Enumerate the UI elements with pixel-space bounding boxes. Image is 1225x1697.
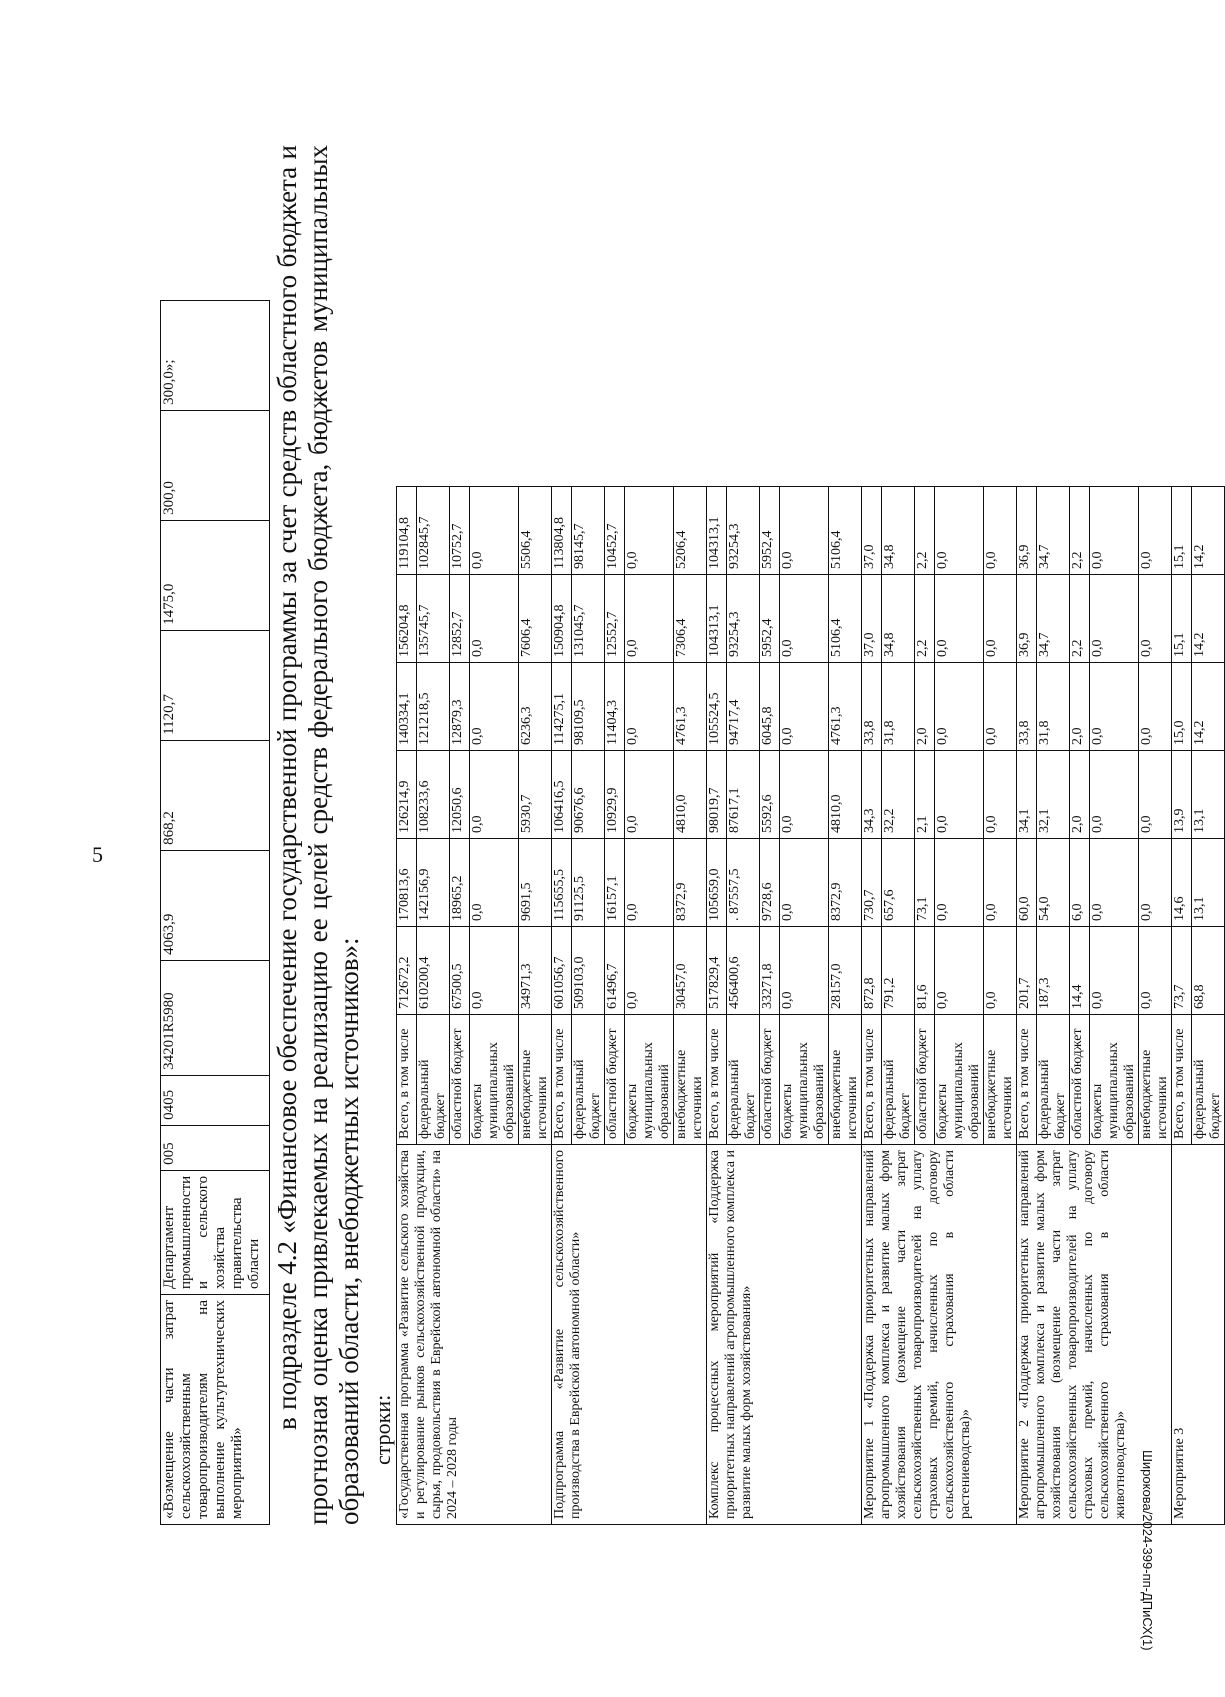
amount-cell: 5506,4 bbox=[519, 487, 552, 575]
amount-cell: 0,0 bbox=[984, 487, 1017, 575]
amendment-paragraph: в подразделе 4.2 «Финансовое обеспечение государственной программы за счет средств областного бюджета и прогнозная оценка привлекаемых на реализацию ее целей средств федерального бюджета, бюджетов муниципальных образований области, внебюджетных источников»: bbox=[272, 145, 364, 1525]
amount-cell: 94717,4 bbox=[727, 663, 760, 751]
amount-cell: 5206,4 bbox=[674, 487, 707, 575]
csr-code: 34201R5980 bbox=[161, 960, 270, 1075]
amount-cell: 104313,1 bbox=[707, 487, 727, 575]
amount-cell: 105524,5 bbox=[707, 663, 727, 751]
amount-cell: 791,2 bbox=[882, 927, 915, 1015]
amount-cell: 5952,4 bbox=[760, 487, 780, 575]
amount-cell: 150904,8 bbox=[552, 575, 572, 663]
value-cell: 1120,7 bbox=[161, 630, 270, 740]
amount-cell: 0,0 bbox=[780, 575, 829, 663]
amount-cell: 87617,1 bbox=[727, 751, 760, 839]
amount-cell: 0,0 bbox=[1090, 839, 1139, 927]
amount-cell: 2,0 bbox=[1070, 751, 1090, 839]
measure-name: «Возмещение части затрат сельскохозяйственным товаропроизводителям на выполнение культуртехнических мероприятий» bbox=[161, 1295, 270, 1525]
amount-cell: 12552,7 bbox=[605, 575, 625, 663]
amount-cell: 0,0 bbox=[625, 839, 674, 927]
amount-cell: 30457,0 bbox=[674, 927, 707, 1015]
top-row-table bbox=[160, 300, 270, 1525]
amount-cell: 0,0 bbox=[780, 927, 829, 1015]
value-cell: 1475,0 bbox=[161, 520, 270, 630]
amount-cell: 34,8 bbox=[882, 487, 915, 575]
amount-cell: 8372,9 bbox=[829, 839, 862, 927]
amount-cell: 34,8 bbox=[882, 575, 915, 663]
amount-cell: 7306,4 bbox=[674, 575, 707, 663]
funding-source: бюджеты муниципальных образований bbox=[1090, 1015, 1139, 1145]
amount-cell: 0,0 bbox=[1139, 927, 1172, 1015]
amount-cell: 0,0 bbox=[935, 663, 984, 751]
amount-cell: 32,1 bbox=[1037, 751, 1070, 839]
amount-cell: 12879,3 bbox=[450, 663, 470, 751]
amount-cell: 67500,5 bbox=[450, 927, 470, 1015]
amount-cell: 5592,6 bbox=[760, 751, 780, 839]
amount-cell: 601056,7 bbox=[552, 927, 572, 1015]
funding-source: бюджеты муниципальных образований bbox=[935, 1015, 984, 1145]
amount-cell: 102845,7 bbox=[417, 487, 450, 575]
amount-cell: 0,0 bbox=[935, 839, 984, 927]
amount-cell: 5952,4 bbox=[760, 575, 780, 663]
amount-cell: 156204,8 bbox=[397, 575, 417, 663]
amount-cell: 4810,0 bbox=[674, 751, 707, 839]
amount-cell: 0,0 bbox=[780, 487, 829, 575]
amount-cell: 32,2 bbox=[882, 751, 915, 839]
footer-document-code: Широкова/2024-399-пп-ДПиСХ(1) bbox=[1140, 1450, 1155, 1651]
amount-cell: 5930,7 bbox=[519, 751, 552, 839]
funding-source: федеральный бюджет bbox=[417, 1015, 450, 1145]
amount-cell: 15,0 bbox=[1172, 663, 1192, 751]
amount-cell: 90676,6 bbox=[572, 751, 605, 839]
amount-cell: 73,1 bbox=[915, 839, 935, 927]
funding-source: Всего, в том числе bbox=[397, 1015, 417, 1145]
amount-cell: 0,0 bbox=[1090, 663, 1139, 751]
amount-cell: 13,9 bbox=[1172, 751, 1192, 839]
amount-cell: 37,0 bbox=[862, 487, 882, 575]
top-row bbox=[161, 300, 270, 1524]
amount-cell: 2,0 bbox=[1070, 663, 1090, 751]
amount-cell: 34,7 bbox=[1037, 575, 1070, 663]
funding-source: бюджеты муниципальных образований bbox=[780, 1015, 829, 1145]
funding-source: федеральный бюджет bbox=[727, 1015, 760, 1145]
amount-cell: 0,0 bbox=[1139, 663, 1172, 751]
amount-cell: 0,0 bbox=[935, 487, 984, 575]
amount-cell: 6236,3 bbox=[519, 663, 552, 751]
funding-source: Всего, в том числе bbox=[1017, 1015, 1037, 1145]
funding-source: федеральный бюджет bbox=[1037, 1015, 1070, 1145]
table-row bbox=[1172, 487, 1192, 1525]
amount-cell: 0,0 bbox=[470, 751, 519, 839]
amount-cell: 13,1 bbox=[1192, 839, 1225, 927]
page-number: 5 bbox=[92, 842, 103, 867]
amount-cell: 113804,8 bbox=[552, 487, 572, 575]
rzpr-code: 0405 bbox=[161, 1075, 270, 1125]
amount-cell: 0,0 bbox=[780, 663, 829, 751]
amount-cell: 36,9 bbox=[1017, 487, 1037, 575]
amount-cell: 509103,0 bbox=[572, 927, 605, 1015]
amount-cell: 0,0 bbox=[935, 927, 984, 1015]
amount-cell: 14,2 bbox=[1192, 575, 1225, 663]
amount-cell: 0,0 bbox=[935, 751, 984, 839]
amount-cell: 14,2 bbox=[1192, 487, 1225, 575]
amount-cell: 37,0 bbox=[862, 575, 882, 663]
amount-cell: 2,0 bbox=[915, 663, 935, 751]
amount-cell: 61496,7 bbox=[605, 927, 625, 1015]
amount-cell: 0,0 bbox=[625, 927, 674, 1015]
funding-source: областной бюджет bbox=[605, 1015, 625, 1145]
amount-cell: 0,0 bbox=[935, 575, 984, 663]
amount-cell: 81,6 bbox=[915, 927, 935, 1015]
amount-cell: 98145,7 bbox=[572, 487, 605, 575]
amount-cell: 98019,7 bbox=[707, 751, 727, 839]
funding-source: внебюджетные источники bbox=[984, 1015, 1017, 1145]
amount-cell: 0,0 bbox=[780, 751, 829, 839]
amount-cell: 140334,1 bbox=[397, 663, 417, 751]
amount-cell: 115655,5 bbox=[552, 839, 572, 927]
amount-cell: 142156,9 bbox=[417, 839, 450, 927]
amount-cell: 0,0 bbox=[625, 575, 674, 663]
program-item-name: Подпрограмма «Развитие сельскохозяйственного производства в Еврейской автономной области» bbox=[552, 1145, 707, 1525]
funding-source: бюджеты муниципальных образований bbox=[470, 1015, 519, 1145]
executor-name: Департамент промышленности и сельского хозяйства правительства области bbox=[161, 1170, 270, 1294]
amount-cell: . 87557,5 bbox=[727, 839, 760, 927]
amount-cell: 114275,1 bbox=[552, 663, 572, 751]
amount-cell: 872,8 bbox=[862, 927, 882, 1015]
amount-cell: 34,7 bbox=[1037, 487, 1070, 575]
amount-cell: 105659,0 bbox=[707, 839, 727, 927]
amount-cell: 15,1 bbox=[1172, 487, 1192, 575]
amount-cell: 0,0 bbox=[984, 927, 1017, 1015]
amount-cell: 98109,5 bbox=[572, 663, 605, 751]
amount-cell: 0,0 bbox=[984, 839, 1017, 927]
amount-cell: 16157,1 bbox=[605, 839, 625, 927]
funding-source: областной бюджет bbox=[915, 1015, 935, 1145]
amount-cell: 7606,4 bbox=[519, 575, 552, 663]
amount-cell: 517829,4 bbox=[707, 927, 727, 1015]
amount-cell: 712672,2 bbox=[397, 927, 417, 1015]
table-row bbox=[552, 487, 572, 1525]
funding-source: федеральный бюджет bbox=[1192, 1015, 1225, 1145]
amount-cell: 36,9 bbox=[1017, 575, 1037, 663]
funding-source: Всего, в том числе bbox=[707, 1015, 727, 1145]
amount-cell: 2,2 bbox=[1070, 487, 1090, 575]
funding-source: Всего, в том числе bbox=[552, 1015, 572, 1145]
funding-source: областной бюджет bbox=[1070, 1015, 1090, 1145]
amount-cell: 106416,5 bbox=[552, 751, 572, 839]
amount-cell: 0,0 bbox=[470, 575, 519, 663]
amount-cell: 13,1 bbox=[1192, 751, 1225, 839]
amount-cell: 0,0 bbox=[625, 487, 674, 575]
amount-cell: 0,0 bbox=[1090, 751, 1139, 839]
value-cell: 300,0»; bbox=[161, 300, 270, 410]
amount-cell: 0,0 bbox=[470, 839, 519, 927]
amount-cell: 2,2 bbox=[1070, 575, 1090, 663]
value-cell: 4063,9 bbox=[161, 850, 270, 960]
amount-cell: 0,0 bbox=[470, 663, 519, 751]
funding-source: областной бюджет bbox=[450, 1015, 470, 1145]
amount-cell: 0,0 bbox=[1090, 927, 1139, 1015]
amount-cell: 34971,3 bbox=[519, 927, 552, 1015]
amount-cell: 4761,3 bbox=[829, 663, 862, 751]
amount-cell: 31,8 bbox=[882, 663, 915, 751]
amount-cell: 73,7 bbox=[1172, 927, 1192, 1015]
value-cell: 300,0 bbox=[161, 410, 270, 520]
amount-cell: 0,0 bbox=[984, 663, 1017, 751]
amount-cell: 14,2 bbox=[1192, 663, 1225, 751]
amount-cell: 170813,6 bbox=[397, 839, 417, 927]
table-row bbox=[1017, 487, 1037, 1525]
amount-cell: 93254,3 bbox=[727, 487, 760, 575]
table-row bbox=[707, 487, 727, 1525]
amount-cell: 91125,5 bbox=[572, 839, 605, 927]
amount-cell: 31,8 bbox=[1037, 663, 1070, 751]
amount-cell: 0,0 bbox=[470, 487, 519, 575]
financing-table bbox=[396, 486, 1225, 1525]
table-row bbox=[862, 487, 882, 1525]
amount-cell: 10752,7 bbox=[450, 487, 470, 575]
amount-cell: 2,1 bbox=[915, 751, 935, 839]
amount-cell: 0,0 bbox=[984, 751, 1017, 839]
funding-source: внебюджетные источники bbox=[519, 1015, 552, 1145]
amount-cell: 33,8 bbox=[1017, 663, 1037, 751]
rotated-content bbox=[160, 125, 1223, 1525]
rows-label: строки: bbox=[370, 1394, 395, 1465]
amount-cell: 0,0 bbox=[470, 927, 519, 1015]
grbs-code: 005 bbox=[161, 1125, 270, 1170]
program-item-name: Мероприятие 3 bbox=[1172, 1145, 1225, 1525]
amount-cell: 0,0 bbox=[625, 751, 674, 839]
amount-cell: 6045,8 bbox=[760, 663, 780, 751]
amount-cell: 33271,8 bbox=[760, 927, 780, 1015]
amount-cell: 93254,3 bbox=[727, 575, 760, 663]
amount-cell: 9691,5 bbox=[519, 839, 552, 927]
amount-cell: 0,0 bbox=[1090, 487, 1139, 575]
amount-cell: 68,8 bbox=[1192, 927, 1225, 1015]
amount-cell: 34,3 bbox=[862, 751, 882, 839]
amount-cell: 119104,8 bbox=[397, 487, 417, 575]
amount-cell: 9728,6 bbox=[760, 839, 780, 927]
amount-cell: 10452,7 bbox=[605, 487, 625, 575]
amount-cell: 54,0 bbox=[1037, 839, 1070, 927]
amount-cell: 18965,2 bbox=[450, 839, 470, 927]
amount-cell: 28157,0 bbox=[829, 927, 862, 1015]
amount-cell: 456400,6 bbox=[727, 927, 760, 1015]
amount-cell: 730,7 bbox=[862, 839, 882, 927]
funding-source: внебюджетные источники bbox=[829, 1015, 862, 1145]
amount-cell: 135745,7 bbox=[417, 575, 450, 663]
amount-cell: 14,6 bbox=[1172, 839, 1192, 927]
amount-cell: 187,3 bbox=[1037, 927, 1070, 1015]
program-item-name: Мероприятие 2 «Поддержка приоритетных направлений агропромышленного комплекса и развитие малых форм хозяйствования (возмещение части затрат сельскохозяйственных товаропроизводителей на уплату страховых премий, начисленных по договору сельскохозяйственного страхования в области животноводства)» bbox=[1017, 1145, 1172, 1525]
program-item-name: Мероприятие 1 «Поддержка приоритетных направлений агропромышленного комплекса и развитие малых форм хозяйствования (возмещение части затрат сельскохозяйственных товаропроизводителей на уплату страховых премий, начисленных по договору сельскохозяйственного страхования в области растениеводства)» bbox=[862, 1145, 1017, 1525]
value-cell: 868,2 bbox=[161, 740, 270, 850]
table-row bbox=[397, 487, 417, 1525]
program-item-name: Комплекс процессных мероприятий «Поддержка приоритетных направлений агропромышленного комплекса и развитие малых форм хозяйствования» bbox=[707, 1145, 862, 1525]
amount-cell: 15,1 bbox=[1172, 575, 1192, 663]
amount-cell: 11404,3 bbox=[605, 663, 625, 751]
amount-cell: 0,0 bbox=[1139, 751, 1172, 839]
amount-cell: 0,0 bbox=[1139, 839, 1172, 927]
amount-cell: 60,0 bbox=[1017, 839, 1037, 927]
amount-cell: 14,4 bbox=[1070, 927, 1090, 1015]
amount-cell: 10929,9 bbox=[605, 751, 625, 839]
amount-cell: 0,0 bbox=[1090, 575, 1139, 663]
amount-cell: 131045,7 bbox=[572, 575, 605, 663]
amount-cell: 4810,0 bbox=[829, 751, 862, 839]
funding-source: областной бюджет bbox=[760, 1015, 780, 1145]
amount-cell: 12050,6 bbox=[450, 751, 470, 839]
amount-cell: 5106,4 bbox=[829, 487, 862, 575]
amount-cell: 5106,4 bbox=[829, 575, 862, 663]
amount-cell: 108233,6 bbox=[417, 751, 450, 839]
amount-cell: 0,0 bbox=[1139, 575, 1172, 663]
amount-cell: 8372,9 bbox=[674, 839, 707, 927]
amount-cell: 0,0 bbox=[780, 839, 829, 927]
amount-cell: 121218,5 bbox=[417, 663, 450, 751]
amount-cell: 2,2 bbox=[915, 487, 935, 575]
amount-cell: 33,8 bbox=[862, 663, 882, 751]
program-item-name: «Государственная программа «Развитие сельского хозяйства и регулирование рынков сельскохозяйственной продукции, сырья, продовольствия в Еврейской автономной области» на 2024 – 2028 годы bbox=[397, 1145, 552, 1525]
amount-cell: 126214,9 bbox=[397, 751, 417, 839]
funding-source: федеральный бюджет bbox=[882, 1015, 915, 1145]
funding-source: бюджеты муниципальных образований bbox=[625, 1015, 674, 1145]
funding-source: Всего, в том числе bbox=[862, 1015, 882, 1145]
amount-cell: 104313,1 bbox=[707, 575, 727, 663]
amount-cell: 657,6 bbox=[882, 839, 915, 927]
funding-source: внебюджетные источники bbox=[674, 1015, 707, 1145]
amount-cell: 34,1 bbox=[1017, 751, 1037, 839]
amount-cell: 201,7 bbox=[1017, 927, 1037, 1015]
amount-cell: 4761,3 bbox=[674, 663, 707, 751]
amount-cell: 610200,4 bbox=[417, 927, 450, 1015]
funding-source: внебюджетные источники bbox=[1139, 1015, 1172, 1145]
amount-cell: 0,0 bbox=[1139, 487, 1172, 575]
amount-cell: 0,0 bbox=[984, 575, 1017, 663]
amount-cell: 12852,7 bbox=[450, 575, 470, 663]
amount-cell: 0,0 bbox=[625, 663, 674, 751]
funding-source: федеральный бюджет bbox=[572, 1015, 605, 1145]
amount-cell: 2,2 bbox=[915, 575, 935, 663]
amount-cell: 6,0 bbox=[1070, 839, 1090, 927]
funding-source: Всего, в том числе bbox=[1172, 1015, 1192, 1145]
